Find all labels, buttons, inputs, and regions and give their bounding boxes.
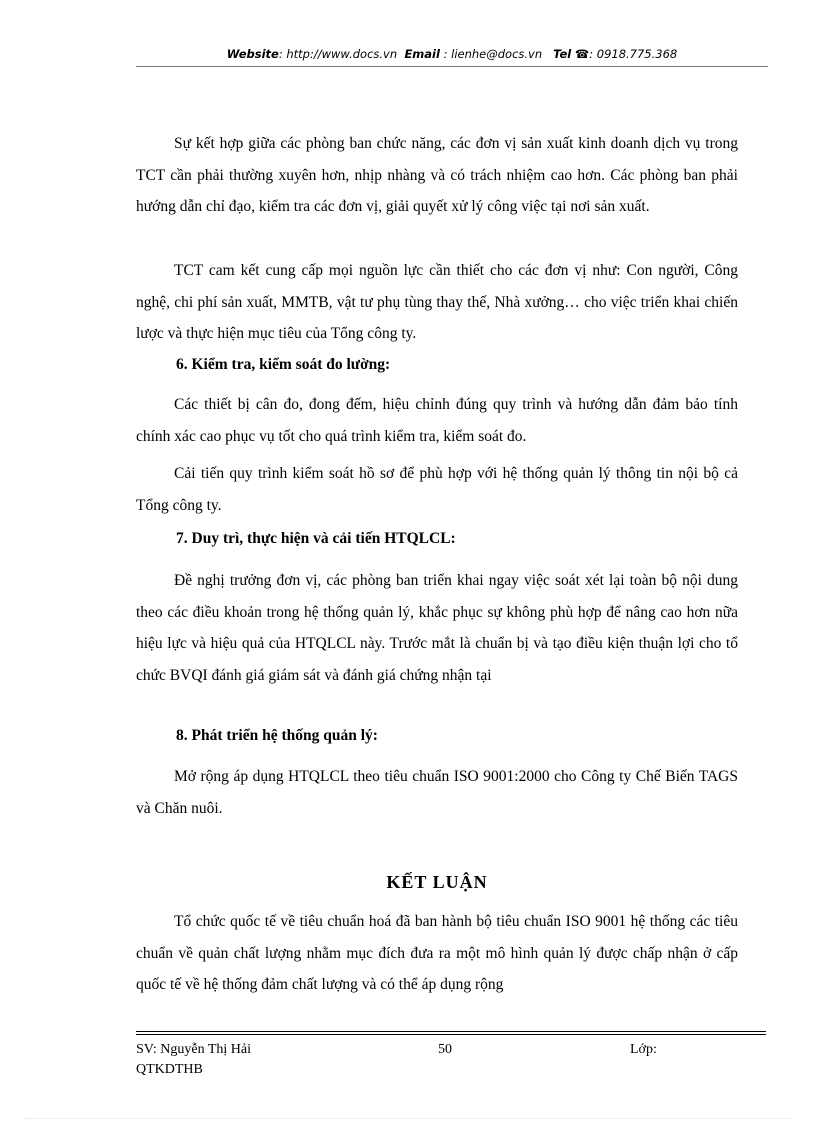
section-heading-8: 8. Phát triển hệ thống quản lý: (176, 727, 378, 744)
footer-divider-bottom (136, 1034, 766, 1035)
email-value[interactable]: : lienhe@docs.vn (443, 47, 543, 61)
paragraph-6: Mở rộng áp dụng HTQLCL theo tiêu chuẩn ISO 9001:2000 cho Công ty Chế Biến TAGS và Chăn nuôi. (136, 768, 738, 817)
website-value[interactable]: : http://www.docs.vn (278, 47, 398, 61)
header-divider (136, 66, 768, 67)
paragraph-4: Cải tiến quy trình kiểm soát hồ sơ để phù hợp với hệ thống quản lý thông tin nội bộ cả Tổng công ty. (136, 465, 738, 514)
footer-student-class: QTKDTHB (136, 1062, 203, 1077)
footer-student-name: SV: Nguyễn Thị Hải (136, 1042, 251, 1057)
website-label: Website (226, 47, 279, 61)
conclusion-title: KẾT LUẬN (386, 872, 488, 892)
page-bottom-edge (24, 1118, 794, 1119)
footer-student (136, 1040, 251, 1080)
page-header (136, 47, 768, 61)
page-number: 50 (438, 1042, 452, 1057)
footer-divider-top (136, 1031, 766, 1032)
tel-value: : 0918.775.368 (589, 47, 678, 61)
paragraph-2: TCT cam kết cung cấp mọi nguồn lực cần thiết cho các đơn vị như: Con người, Công nghệ, chi phí sản xuất, MMTB, vật tư phụ tùng thay thế, Nhà xưởng… cho việc triển khai chiến lược và thực hiện mục tiêu của Tổng công ty. (136, 262, 738, 342)
phone-icon: ☎ (574, 47, 590, 61)
paragraph-3: Các thiết bị cân đo, đong đếm, hiệu chỉnh đúng quy trình và hướng dẫn đảm bảo tính chính xác cao phục vụ tốt cho quá trình kiểm tra, kiểm soát đo. (136, 396, 738, 445)
footer-class-label: Lớp: (630, 1042, 657, 1057)
paragraph-1: Sự kết hợp giữa các phòng ban chức năng, các đơn vị sản xuất kinh doanh dịch vụ trong TCT cần phải thường xuyên hơn, nhịp nhàng và có trách nhiệm cao hơn. Các phòng ban phải hướng dẫn chỉ đạo, kiểm tra các đơn vị, giải quyết xử lý công việc tại nơi sản xuất. (136, 135, 738, 215)
paragraph-5: Đề nghị trưởng đơn vị, các phòng ban triển khai ngay việc soát xét lại toàn bộ nội dung theo các điều khoản trong hệ thống quản lý, khắc phục sự không phù hợp để nâng cao hơn nữa hiệu lực và hiệu quả của HTQLCL này. Trước mắt là chuẩn bị và tạo điều kiện thuận lợi cho tổ chức BVQI đánh giá giám sát và đánh giá chứng nhận tại (136, 572, 738, 684)
paragraph-7: Tổ chức quốc tế về tiêu chuẩn hoá đã ban hành bộ tiêu chuẩn ISO 9001 hệ thống các tiêu chuẩn về quản chất lượng nhằm mục đích đưa ra một mô hình quản lý được chấp nhận ở cấp quốc tế về hệ thống đảm chất lượng và có thể áp dụng rộng (136, 913, 738, 993)
email-label: Email (404, 47, 440, 61)
tel-label: Tel (553, 47, 572, 61)
section-heading-7: 7. Duy trì, thực hiện và cải tiến HTQLCL: (176, 530, 456, 547)
section-heading-6: 6. Kiểm tra, kiểm soát đo lường: (176, 356, 391, 373)
